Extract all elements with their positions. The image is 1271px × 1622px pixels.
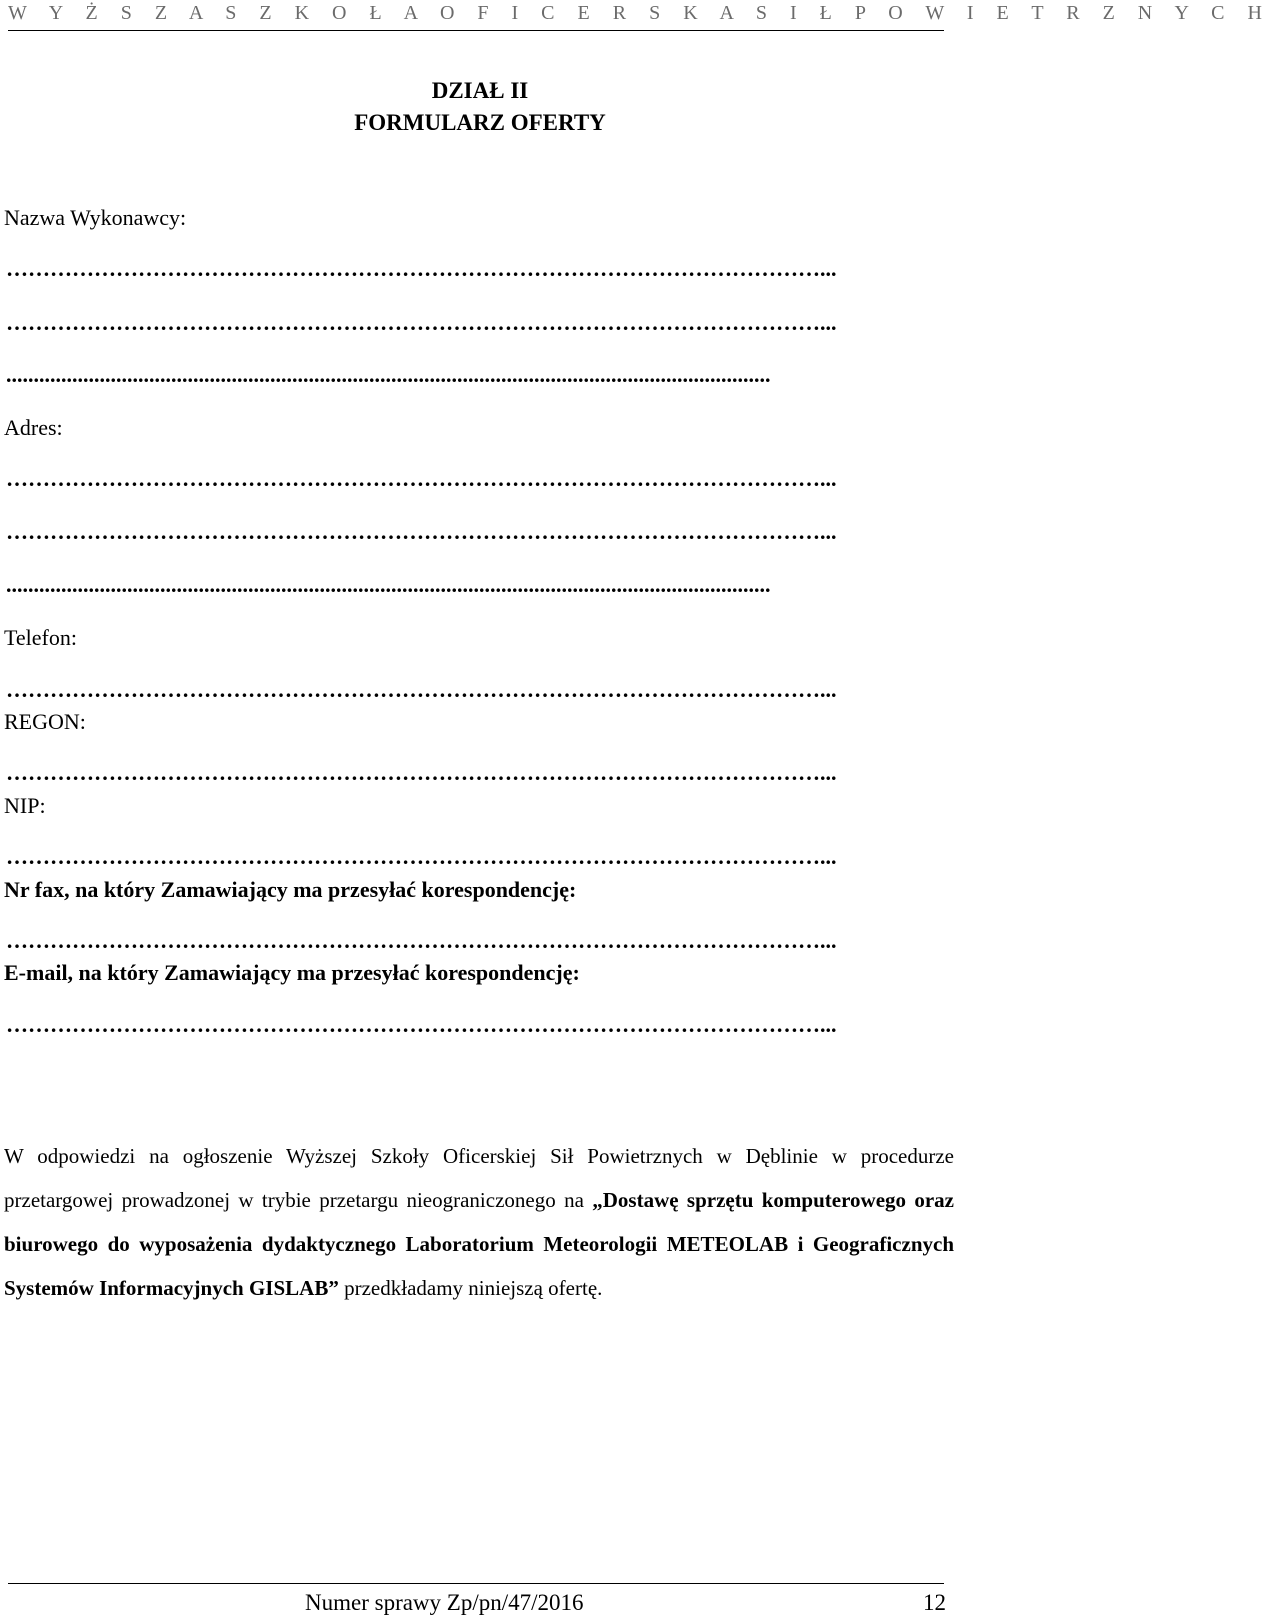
header-divider [8, 30, 944, 31]
footer-divider [8, 1583, 944, 1584]
institution-header: W Y Ż S Z A S Z K O Ł A O F I C E R S K A S I Ł P O W I E T R Z N Y C H [8, 2, 1271, 24]
address-line-2[interactable]: …………………………………………………………………………………………………... [6, 519, 837, 544]
offer-statement-intro: W odpowiedzi na ogłoszenie Wyższej Szkoły Oficerskiej Sił Powietrznych w Dęblinie w procedurze przetargowej prowadzonej w trybie przetargu nieograniczonego na [4, 1144, 954, 1212]
form-title: FORMULARZ OFERTY [354, 110, 606, 135]
offer-statement-outro: przedkładamy niniejszą ofertę. [338, 1276, 603, 1300]
address-label: Adres: [4, 415, 63, 440]
contractor-name-label: Nazwa Wykonawcy: [4, 205, 187, 230]
fax-line[interactable]: …………………………………………………………………………………………………... [6, 928, 837, 953]
contractor-name-line-3[interactable]: ........................................................................................................................................... [6, 362, 771, 387]
phone-line[interactable]: …………………………………………………………………………………………………... [6, 677, 837, 702]
case-number: Numer sprawy Zp/pn/47/2016 [305, 1590, 584, 1615]
regon-label: REGON: [4, 709, 86, 734]
contractor-name-line-1[interactable]: …………………………………………………………………………………………………... [6, 256, 837, 281]
nip-line[interactable]: …………………………………………………………………………………………………... [6, 844, 837, 869]
section-title: DZIAŁ II [431, 78, 529, 103]
phone-label: Telefon: [4, 625, 77, 650]
page-number: 12 [923, 1590, 946, 1615]
offer-subject: „Dostawę sprzętu komputerowego oraz biurowego do wyposażenia dydaktycznego Laboratorium Meteorologii METEOLAB i Geograficznych Systemów Informacyjnych GISLAB” [4, 1188, 955, 1300]
address-line-3[interactable]: ........................................................................................................................................... [6, 572, 771, 597]
contractor-name-line-2[interactable]: …………………………………………………………………………………………………... [6, 310, 837, 335]
nip-label: NIP: [4, 793, 46, 818]
fax-label: Nr fax, na który Zamawiający ma przesyłać korespondencję: [4, 877, 577, 902]
address-line-1[interactable]: …………………………………………………………………………………………………... [6, 466, 837, 491]
regon-line[interactable]: …………………………………………………………………………………………………... [6, 760, 837, 785]
offer-statement [4, 1134, 954, 1310]
email-label: E-mail, na który Zamawiający ma przesyłać korespondencję: [4, 960, 580, 985]
email-line[interactable]: …………………………………………………………………………………………………... [6, 1012, 837, 1037]
